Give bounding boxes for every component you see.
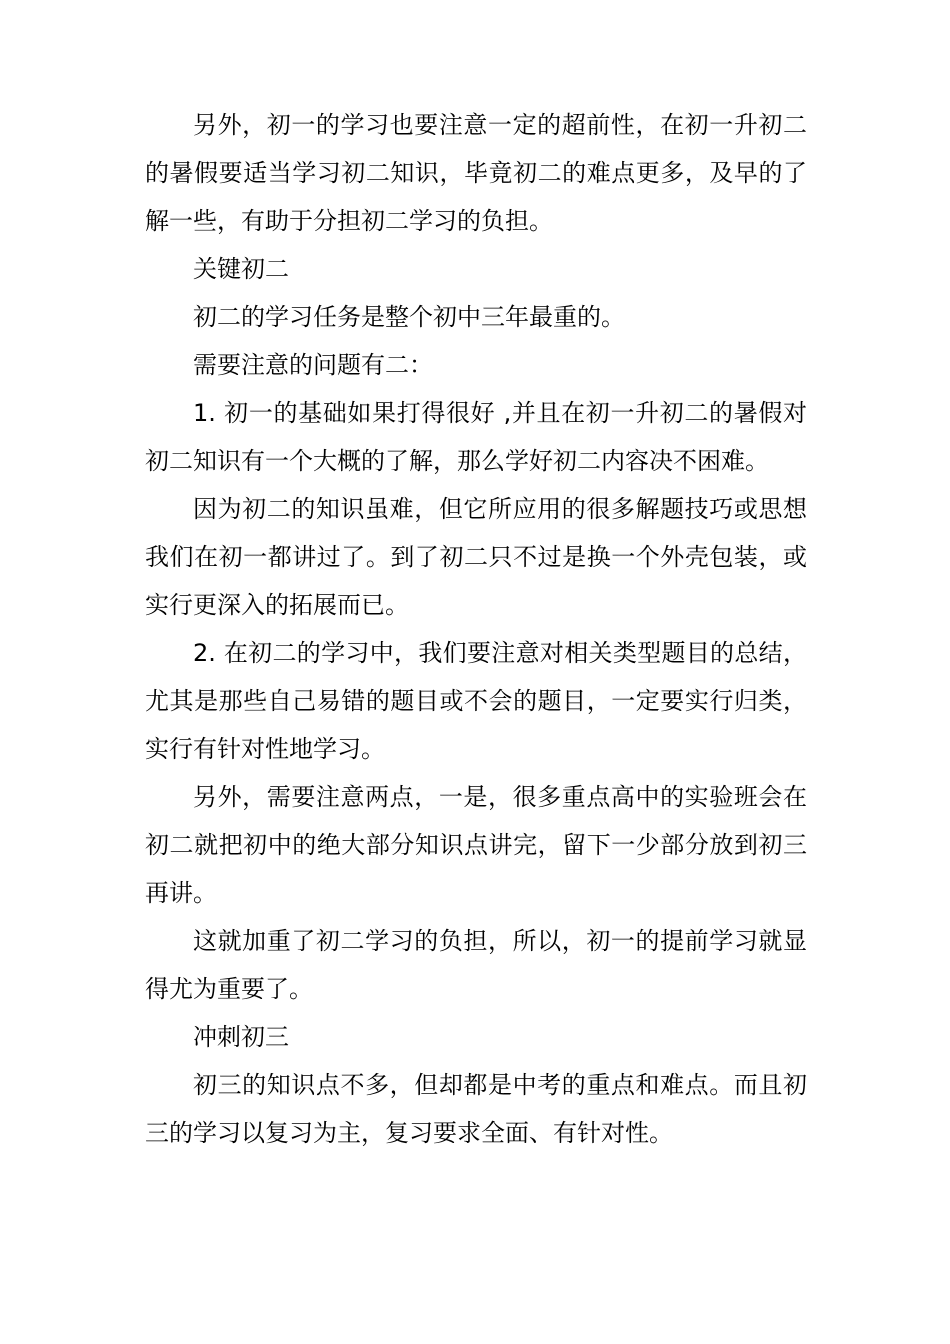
paragraph-burden: 这就加重了初二学习的负担，所以，初一的提前学习就显得尤为重要了。 (145, 927, 807, 1003)
paragraph-point-one: 1. 初一的基础如果打得很好 ,并且在初一升初二的暑假对初二知识有一个大概的了解，那么学好初二内容决不困难。 (145, 399, 807, 475)
paragraph-point-two: 2. 在初二的学习中，我们要注意对相关类型题目的总结，尤其是那些自己易错的题目或不会的题目，一定要实行归类，实行有针对性地学习。 (145, 639, 807, 763)
paragraph-reason: 因为初二的知识虽难，但它所应用的很多解题技巧或思想我们在初一都讲过了。到了初二只不过是换一个外壳包装，或实行更深入的拓展而已。 (145, 495, 807, 619)
paragraph-issues-intro: 需要注意的问题有二： (193, 351, 433, 379)
paragraph-grade-two-task: 初二的学习任务是整个初中三年最重的。 (193, 303, 625, 331)
paragraph-notes: 另外，需要注意两点，一是，很多重点高中的实验班会在初二就把初中的绝大部分知识点讲完，留下一少部分放到初三再讲。 (145, 783, 807, 907)
paragraph-grade-three-review: 初三的知识点不多，但却都是中考的重点和难点。而且初三的学习以复习为主，复习要求全面、有针对性。 (145, 1071, 807, 1147)
paragraph-advance-study: 另外，初一的学习也要注意一定的超前性，在初一升初二的暑假要适当学习初二知识，毕竟初二的难点更多，及早的了解一些，有助于分担初二学习的负担。 (145, 111, 807, 235)
heading-sprint-grade-three: 冲刺初三 (193, 1023, 289, 1051)
document-body (145, 101, 807, 1157)
heading-key-grade-two: 关键初二 (193, 255, 289, 283)
